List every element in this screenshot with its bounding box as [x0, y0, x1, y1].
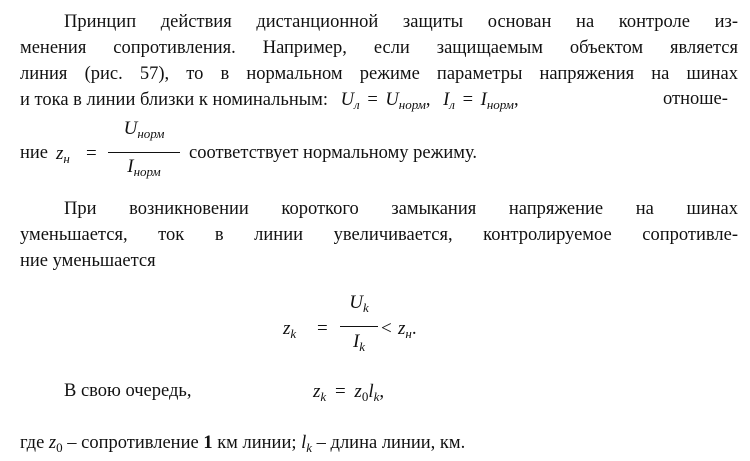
- paragraph-1-line-4: [20, 89, 732, 111]
- text-resistance: – сопротивление: [67, 433, 199, 453]
- formula-z-k: $z_k$: [283, 318, 297, 341]
- fraction-bar: [340, 326, 378, 327]
- paragraph-1-line-3: линия (рис. 57), то в нормальном режиме параметры напряжения на шинах: [20, 64, 738, 84]
- text-km-line: км линии;: [217, 433, 297, 453]
- equals-sign: =: [86, 143, 97, 164]
- fraction-denominator: $I_k$: [352, 331, 366, 354]
- comma: ,: [513, 90, 519, 110]
- paragraph-3-lead: В свою очередь,: [64, 381, 192, 401]
- comma: ,: [425, 90, 431, 110]
- paragraph-2-line-2: уменьшается, ток в линии увеличивается, контролируемое сопротивле-: [20, 225, 738, 245]
- line-4-text: и тока в линии близки к номинальным:: [20, 90, 329, 110]
- fraction-numerator: $U_{норм}$: [123, 118, 165, 141]
- fraction-denominator: $I_{норм}$: [127, 156, 161, 179]
- equals-sign: =: [462, 90, 474, 110]
- formula-i-line: $I_л$: [443, 90, 455, 112]
- line-4-end: отноше-: [663, 89, 728, 109]
- equals-sign: =: [317, 318, 328, 339]
- paragraph-1-line-1: Принцип действия дистанционной защиты основан на контроле из-: [64, 12, 738, 32]
- line-5-start: ние: [20, 143, 49, 163]
- formula-z-n: $z_н$: [56, 143, 70, 166]
- formula-u-norm: $U_{норм}$: [385, 90, 426, 112]
- equals-sign: =: [367, 90, 378, 110]
- fraction-numerator: $U_k$: [349, 292, 369, 315]
- paragraph-4: [20, 433, 465, 454]
- paragraph-2-line-1: При возникновении короткого замыкания напряжение на шинах: [64, 199, 738, 219]
- bold-one: 1: [203, 433, 213, 453]
- where-word: где: [20, 433, 45, 453]
- less-than-sign: <: [381, 318, 392, 339]
- fraction-u-norm-over-i-norm: [108, 118, 180, 188]
- fraction-bar: [108, 152, 180, 153]
- formula-z-n: $z_н$.: [398, 318, 417, 341]
- formula-z0: $z_0$: [48, 433, 63, 455]
- formula-i-norm: $I_{норм}$: [480, 90, 514, 112]
- paragraph-2-line-3: ние уменьшается: [20, 251, 156, 271]
- fraction-u-k-over-i-k: [340, 292, 378, 364]
- line-5-end: соответствует нормальному режиму.: [189, 143, 478, 163]
- text-line-length: – длина линии, км.: [316, 433, 466, 453]
- formula-u-line: $U_л$: [340, 90, 360, 112]
- formula-z-k-equals-z0-lk: $z_k = z_0l_k$,: [313, 381, 385, 404]
- formula-lk: $l_k$: [301, 433, 313, 455]
- paragraph-1-line-2: менения сопротивления. Например, если защищаемым объектом является: [20, 38, 738, 58]
